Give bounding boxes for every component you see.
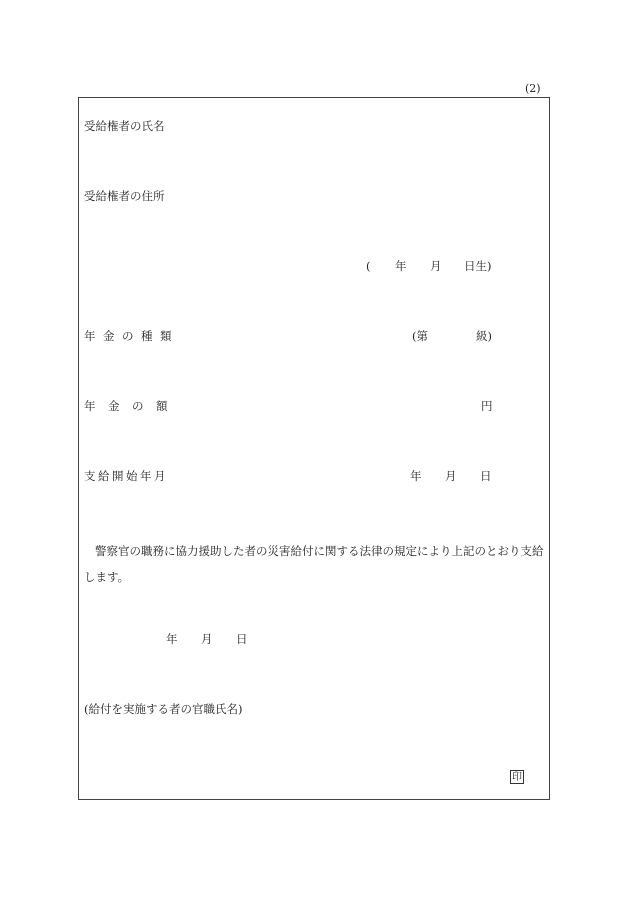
pension-type-char: 類 — [160, 329, 172, 343]
page-number: (2) — [525, 82, 541, 95]
birth-month-label: 月 — [430, 259, 442, 273]
payment-start-char: 月 — [154, 469, 166, 483]
recipient-name-label: 受給権者の氏名 — [84, 119, 165, 133]
start-year-label: 年 — [410, 469, 422, 483]
start-day-label: 日 — [480, 469, 492, 483]
statement-text: 警察官の職務に協力援助した者の災害給付に関する法律の規定により上記のとおり支給します。 — [84, 544, 544, 584]
issue-month-label: 月 — [201, 632, 213, 646]
payment-start-char: 始 — [126, 469, 138, 483]
birth-year-label: 年 — [395, 259, 407, 273]
seal-mark: 印 — [512, 772, 522, 783]
payment-start-char: 給 — [98, 469, 110, 483]
yen-label: 円 — [481, 399, 493, 413]
pension-type-char: 金 — [103, 329, 115, 343]
payment-start-char: 開 — [112, 469, 124, 483]
pension-amount-char: 額 — [156, 399, 168, 413]
issue-day-label: 日 — [236, 632, 248, 646]
pension-type-char: 年 — [84, 329, 96, 343]
payment-start-char: 支 — [84, 469, 96, 483]
recipient-address-label: 受給権者の住所 — [84, 189, 165, 203]
payment-start-char: 年 — [140, 469, 152, 483]
pension-amount-char: の — [132, 399, 144, 413]
pension-amount-char: 金 — [108, 399, 120, 413]
start-month-label: 月 — [445, 469, 457, 483]
grade-open-label: (第 — [412, 329, 428, 343]
pension-amount-char: 年 — [84, 399, 96, 413]
official-title-label: (給付を実施する者の官職氏名) — [84, 702, 243, 716]
birth-day-label: 日生) — [464, 259, 492, 273]
pension-type-char: の — [122, 329, 134, 343]
issue-year-label: 年 — [166, 632, 178, 646]
pension-type-char: 種 — [141, 329, 153, 343]
birth-open-paren: ( — [366, 259, 371, 273]
grade-close-label: 級) — [476, 329, 492, 343]
